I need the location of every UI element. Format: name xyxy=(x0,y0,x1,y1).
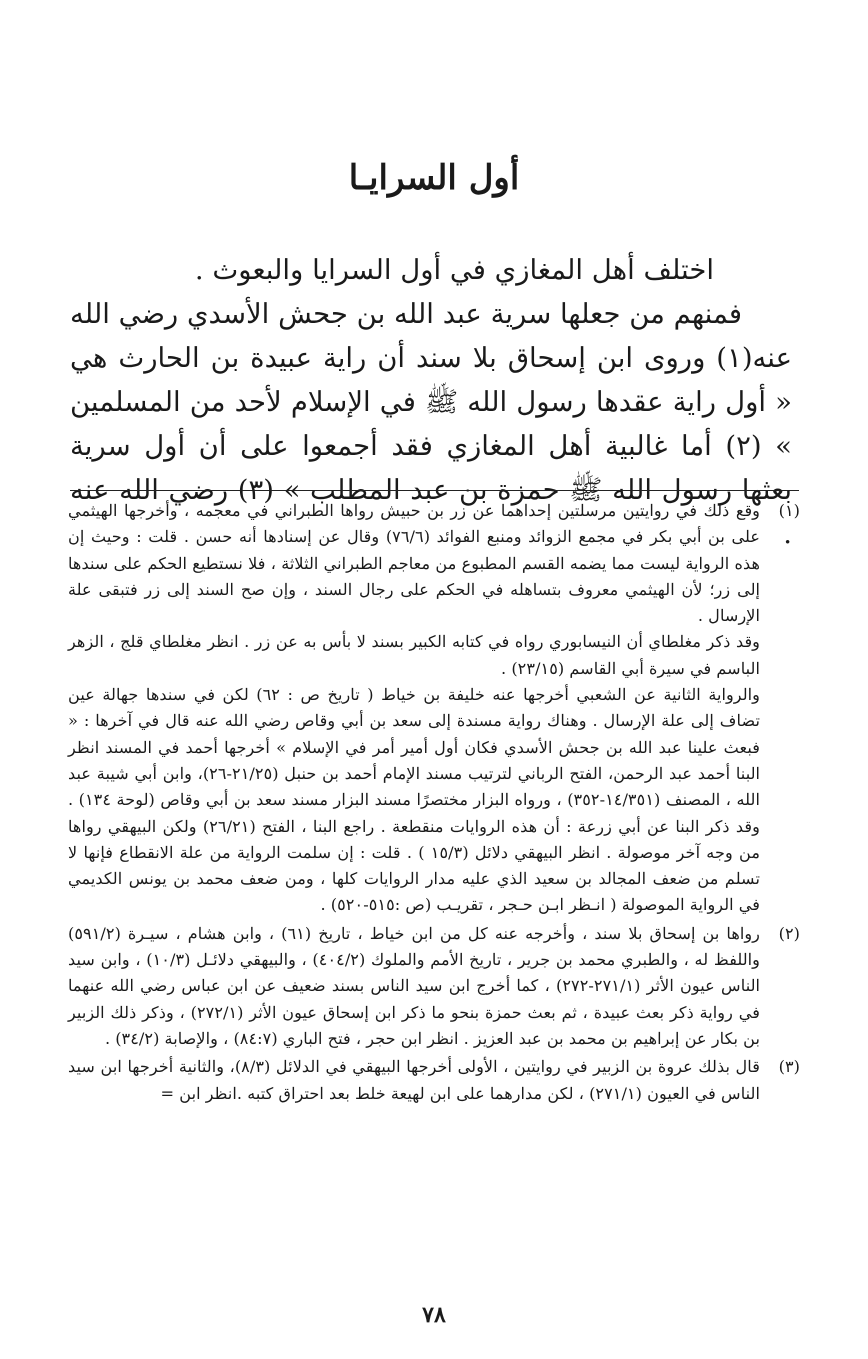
body-paragraph: فمنهم من جعلها سرية عبد الله بن جحش الأسدي رضي الله عنه(١) وروى ابن إسحاق بلا سند أن راية عبيدة بن الحارث هي « أول راية عقدها رسول الله ﷺ في الإسلام لأحد من المسلمين » (٢) أما غالبية أهل المغازي فقد أجمعوا على أن أول سرية بعثها رسول الله ﷺ حمزة بن عبد المطلب » (٣) رضي الله عنه . xyxy=(70,298,792,550)
footnote xyxy=(68,921,800,1052)
footnote-number: (٢) xyxy=(778,923,800,943)
chapter-title: أول السرايـا xyxy=(348,158,520,198)
footnote-number: (٣) xyxy=(778,1057,800,1077)
footnote xyxy=(68,1054,800,1107)
footnote-paragraph: رواها بن إسحاق بلا سند ، وأخرجه عنه كل من ابن خياط ، تاريخ (٦١) ، وابن هشام ، سيـرة (٥٩١/٢) واللفظ له ، والطبري محمد بن جرير ، تاريخ الأمم والملوك (٤٠٤/٢) ، والبيهقي دلائـل (١٠/٣) ، وابن سيد الناس عيون الأثر (٢٧١/١-٢٧٢) ، كما أخرج ابن سيد الناس بسند ضعيف عن ابن عباس رضي الله عنهما في رواية ذكر بعث عبيدة ، ثم بعث حمزة بنحو ما ذكر ابن إسحاق عيون الأثر (٢٧٢/١) ، وذكر ذلك الزبير بن بكار عن إبراهيم بن محمد بن عبد العزيز . انظر ابن حجر ، فتح الباري (٨٤:٧) ، والإصابة (٣٤/٢) . xyxy=(68,923,761,1048)
page-number: ٧٨ xyxy=(422,1302,446,1328)
footnotes xyxy=(68,498,800,1107)
footnote xyxy=(68,498,800,919)
footnote-number: (١) xyxy=(778,501,800,520)
footnote-paragraph: وقع ذلك في روايتين مرسلتين إحداهما عن زر بن حبيش رواها الطبراني في معجمه ، وأخرجها الهيثمي على بن أبي بكر في مجمع الزوائد ومنبع الفوائد (٧٦/٦) وقال عن إسنادها أنه حسن . قلت : وحيث إن هذه الرواية ليست مما يضمه القسم المطبوع من معاجم الطبراني الثلاثة ، فلا نستطيع الحكم على سندها إلى زر؛ لأن الهيثمي معروف بتساهله في الحكم على رجال السند ، وإن صح السند إلى زر فتبقى علة الإرسال . xyxy=(68,501,760,626)
footnote-paragraph: وقد ذكر مغلطاي أن النيسابوري رواه في كتابه الكبير بسند لا بأس به عن زر . انظر مغلطاي قلج ، الزهر الباسم في سيرة أبي القاسم (٢٣/١٥) . xyxy=(68,632,760,678)
footnote-paragraph: والرواية الثانية عن الشعبي أخرجها عنه خليفة بن خياط ( تاريخ ص : ٦٢) لكن في سندها جهالة عين تضاف إلى علة الإرسال . وهناك رواية مسندة إلى سعد بن أبي وقاص رضي الله عنه قال في آخرها : « فبعث علينا عبد الله بن جحش الأسدي فكان أول أمير أمر في الإسلام » أخرجها أحمد في المسند انظر البنا أحمد عبد الرحمن، الفتح الرباني لترتيب مسند الإمام أحمد بن حنبل (٢١/٢٥-٢٦)، وابن أبي شيبة عبد الله ، المصنف (١٤/٣٥١-٣٥٢) ، ورواه البزار مختصرًا مسند البزار مسند سعد بن أبي وقاص (لوحة ١٣٤) . وقد ذكر البنا عن أبي زرعة : أن هذه الروايات منقطعة . راجع البنا ، الفتح (٢٦/٢١) ولكن البيهقي رواها من وجه آخر موصولة . انظر البيهقي دلائل (١٥/٣ ) . قلت : إن سلمت الرواية من علة الانقطاع فإنها لا تسلم من ضعف المجالد بن سعيد الذي عليه مدار الروايات كلها ، ومن ضعف محمد بن يونس الكديمي في الرواية الموصولة ( انـظر ابـن حـجر ، تقريـب (ص :٥١٥-٥٢٠) . xyxy=(68,685,761,915)
footnote-divider xyxy=(70,490,799,491)
body-paragraph: اختلف أهل المغازي في أول السرايا والبعوث . xyxy=(194,254,714,286)
footnote-paragraph: قال بذلك عروة بن الزبير في روايتين ، الأولى أخرجها البيهقي في الدلائل (٨/٣)، والثانية أخرجها ابن سيد الناس في العيون (٢٧١/١) ، لكن مدارهما على ابن لهيعة خلط بعد احتراق كتبه .انظر ابن = xyxy=(68,1057,760,1103)
